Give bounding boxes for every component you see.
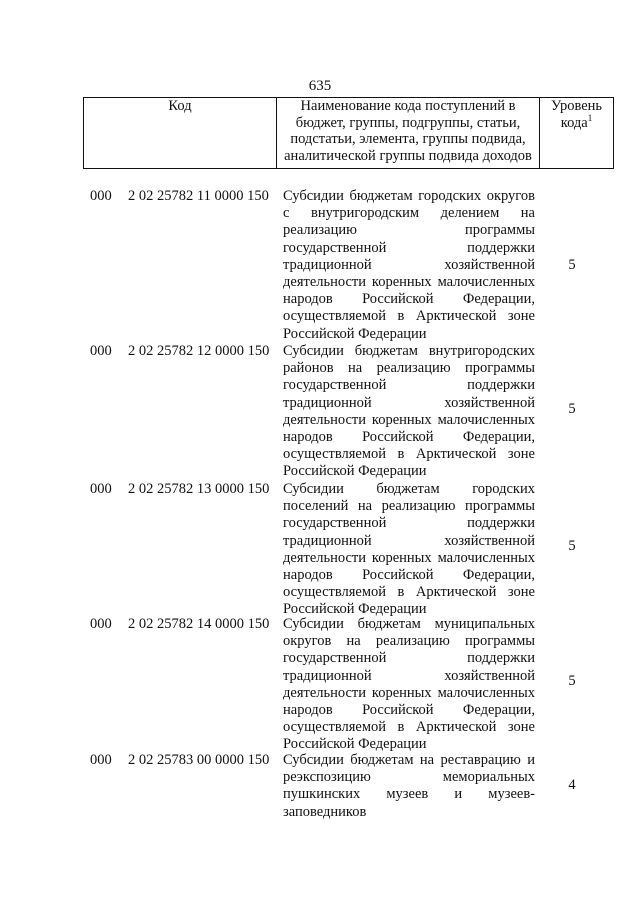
revenue-name: Субсидии бюджетам городских округов с внутригородским делением на реализацию программы государственной поддержки традиционной хозяйственной деятельности коренных малочисленных народов Российской Федерации, осуществляемой в Арктической зоне Российской Федерации	[283, 188, 535, 342]
page-number: 635	[308, 78, 332, 94]
admin-code: 000	[90, 752, 112, 768]
admin-code: 000	[90, 343, 112, 359]
revenue-code: 2 02 25783 00 0000 150	[128, 752, 270, 768]
revenue-code: 2 02 25782 13 0000 150	[128, 481, 270, 497]
header-level-label: Уровень кода	[550, 98, 603, 131]
code-level: 5	[568, 673, 576, 689]
code-level: 5	[568, 401, 576, 417]
admin-code: 000	[90, 616, 112, 632]
table-header	[83, 97, 614, 169]
header-level-footnote: 1	[587, 112, 593, 123]
revenue-code: 2 02 25782 14 0000 150	[128, 616, 270, 632]
revenue-name: Субсидии бюджетам на реставрацию и реэкспозицию мемориальных пушкинских музеев и музеев-заповедников	[283, 752, 535, 820]
header-name: Наименование кода поступлений в бюджет, группы, подгруппы, статьи, подстатьи, элемента, группы подвида, аналитической группы подвида доходов	[277, 98, 540, 169]
admin-code: 000	[90, 188, 112, 204]
revenue-code: 2 02 25782 11 0000 150	[128, 188, 269, 204]
code-level: 5	[568, 257, 576, 273]
code-level: 5	[568, 538, 576, 554]
admin-code: 000	[90, 481, 112, 497]
revenue-name: Субсидии бюджетам муниципальных округов на реализацию программы государственной поддержки традиционной хозяйственной деятельности коренных малочисленных народов Российской Федерации, осуществляемой в Арктической зоне Российской Федерации	[283, 616, 535, 753]
revenue-name: Субсидии бюджетам внутригородских районов на реализацию программы государственной поддержки традиционной хозяйственной деятельности коренных малочисленных народов Российской Федерации, осуществляемой в Арктической зоне Российской Федерации	[283, 343, 535, 480]
header-code: Код	[84, 98, 277, 169]
header-level	[540, 98, 614, 169]
code-level: 4	[568, 777, 576, 793]
revenue-code: 2 02 25782 12 0000 150	[128, 343, 270, 359]
revenue-name: Субсидии бюджетам городских поселений на реализацию программы государственной поддержки традиционной хозяйственной деятельности коренных малочисленных народов Российской Федерации, осуществляемой в Арктической зоне Российской Федерации	[283, 481, 535, 618]
